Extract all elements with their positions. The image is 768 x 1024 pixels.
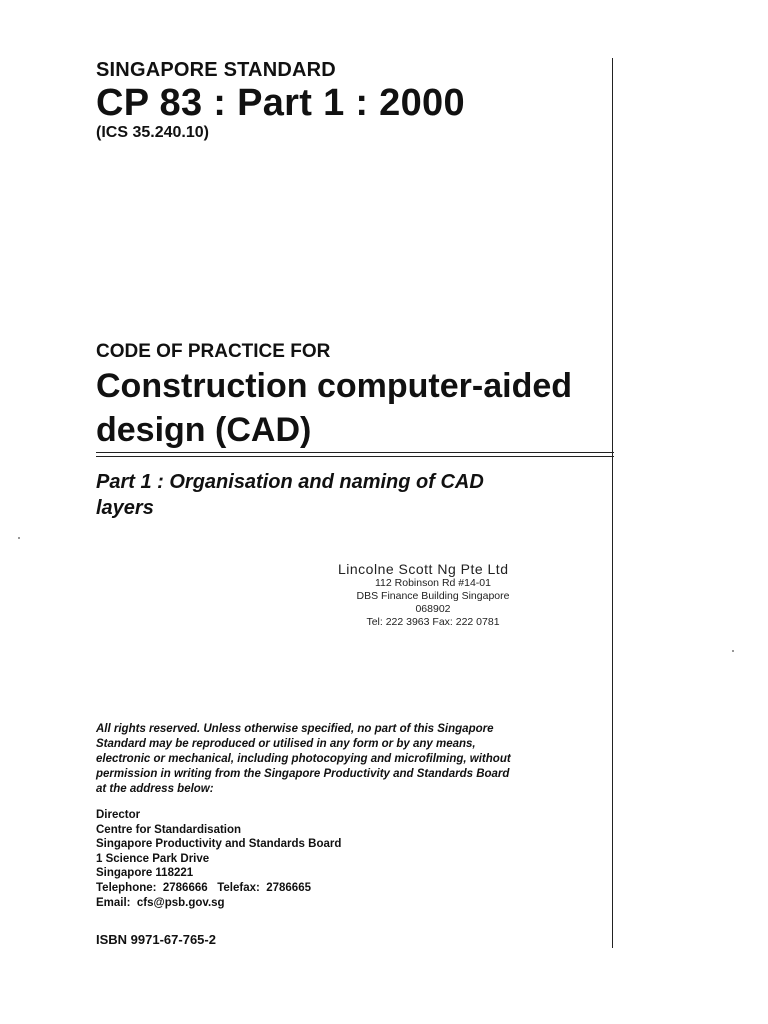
stamp-contact-line: Tel: 222 3963 Fax: 222 0781	[366, 616, 500, 628]
title-rule-upper	[96, 452, 614, 453]
isbn: ISBN 9971-67-765-2	[96, 932, 216, 947]
code-of-practice-kicker: CODE OF PRACTICE FOR	[96, 341, 331, 362]
rights-line: electronic or mechanical, including photocopying and microfilming, without	[96, 753, 511, 765]
stamp-address-line: DBS Finance Building Singapore 068902	[356, 590, 510, 615]
part-title	[96, 469, 484, 521]
stamp-company-name: Lincolne Scott Ng Pte Ltd	[338, 561, 509, 577]
address-line: Singapore 118221	[96, 867, 194, 880]
rights-line: at the address below:	[96, 783, 214, 795]
scan-speck	[18, 537, 20, 539]
rights-line: All rights reserved. Unless otherwise specified, no part of this Singapore	[96, 723, 494, 735]
owner-stamp	[338, 561, 528, 629]
rights-line: Standard may be reproduced or utilised in any form or by any means,	[96, 738, 476, 750]
part-title-line: layers	[96, 497, 154, 519]
rights-notice	[96, 722, 606, 797]
publisher-address	[96, 808, 606, 910]
address-line: Telephone: 2786666 Telefax: 2786665	[96, 881, 311, 894]
vertical-margin-rule	[612, 58, 613, 948]
part-title-line: Part 1 : Organisation and naming of CAD	[96, 471, 484, 493]
document-title	[96, 364, 572, 452]
title-rule-lower	[96, 456, 614, 457]
standard-number: CP 83 : Part 1 : 2000	[96, 82, 465, 124]
address-line: Director	[96, 809, 141, 821]
rights-line: permission in writing from the Singapore Productivity and Standards Board	[96, 768, 510, 780]
document-title-line: design (CAD)	[96, 411, 312, 449]
address-line: Centre for Standardisation	[96, 823, 242, 836]
document-title-line: Construction computer-aided	[96, 367, 573, 405]
stamp-address-line: 112 Robinson Rd #14-01	[375, 577, 491, 589]
standard-kicker: SINGAPORE STANDARD	[96, 59, 336, 81]
scan-speck	[732, 650, 734, 652]
ics-code: (ICS 35.240.10)	[96, 124, 209, 141]
address-line: 1 Science Park Drive	[96, 852, 210, 865]
email-line: Email: cfs@psb.gov.sg	[96, 896, 225, 909]
address-line: Singapore Productivity and Standards Board	[96, 838, 342, 851]
